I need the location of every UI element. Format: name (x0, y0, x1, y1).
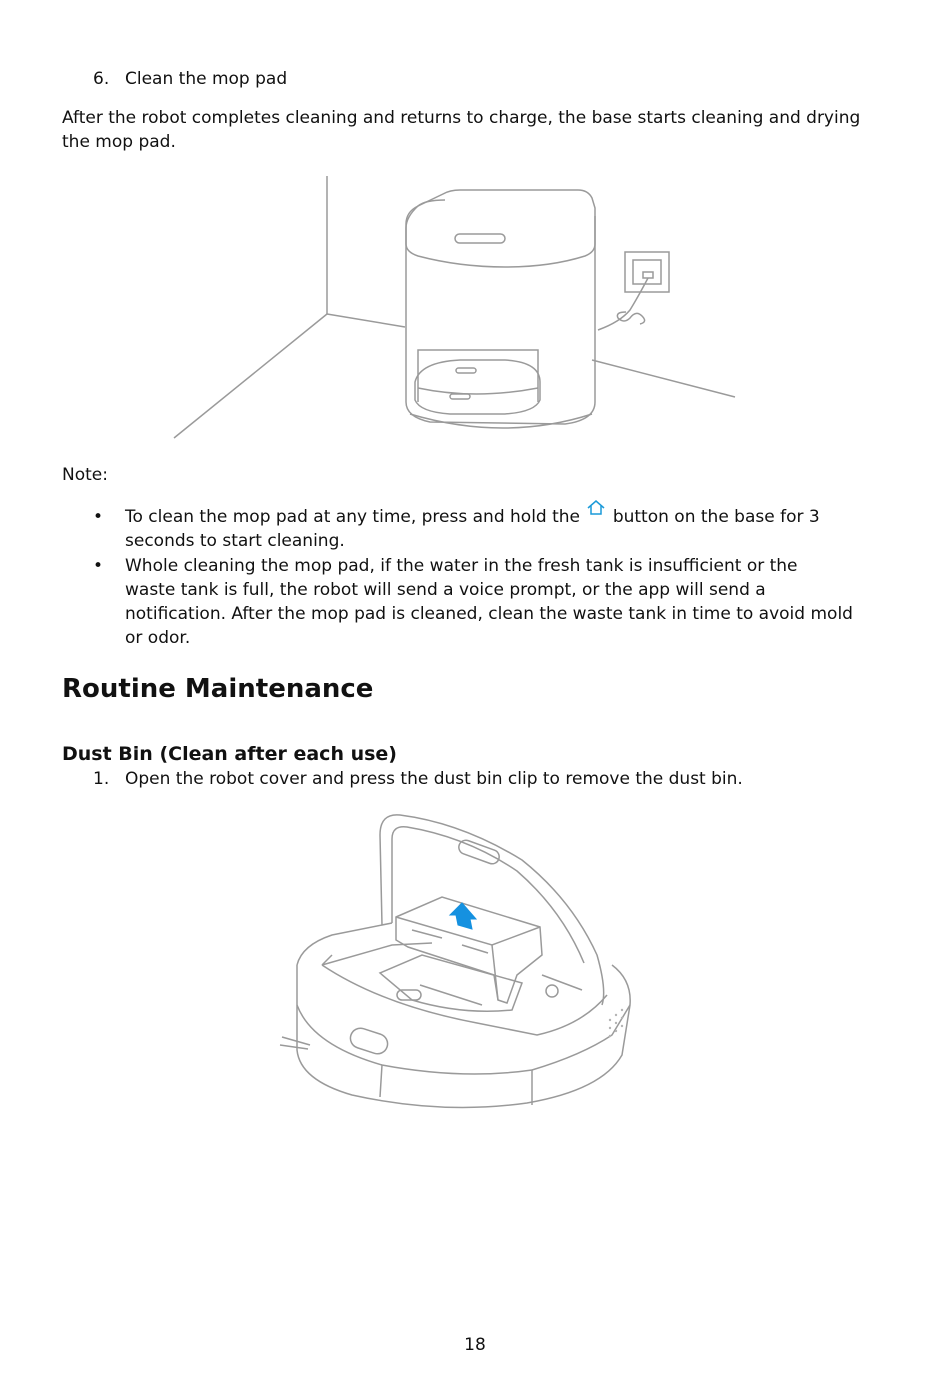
bullet-icon: • (93, 556, 104, 576)
step-number: 6. (93, 69, 110, 89)
robot-dust-bin-illustration (262, 805, 657, 1125)
step-label: Open the robot cover and press the dust bin clip to remove the dust bin. (125, 769, 743, 789)
page-number: 18 (464, 1335, 486, 1355)
note-list (93, 505, 853, 651)
note-text-end: button on the base for 3 seconds to start cleaning. (125, 507, 820, 551)
step-label: Clean the mop pad (125, 69, 288, 89)
step-number: 1. (93, 769, 110, 789)
note-text-start: To clean the mop pad at any time, press and hold the (125, 507, 586, 527)
bullet-icon: • (93, 507, 104, 527)
section-title: Routine Maintenance (62, 674, 374, 704)
note-item (93, 554, 853, 650)
step-1 (93, 767, 743, 791)
base-station-illustration (160, 172, 760, 444)
step-6 (93, 67, 287, 91)
note-label: Note: (62, 465, 108, 485)
home-icon (585, 499, 607, 524)
note-text: Whole cleaning the mop pad, if the water in the fresh tank is insufficient or the waste tank is full, the robot will send a voice prompt, or the app will send a notification. After the mop pad is cleaned, clean the waste tank in time to avoid mold or odor. (125, 556, 853, 648)
note-item (93, 505, 853, 553)
intro-paragraph: After the robot completes cleaning and returns to charge, the base starts cleaning and drying the mop pad. (62, 108, 861, 152)
subsection-title: Dust Bin (Clean after each use) (62, 743, 397, 765)
